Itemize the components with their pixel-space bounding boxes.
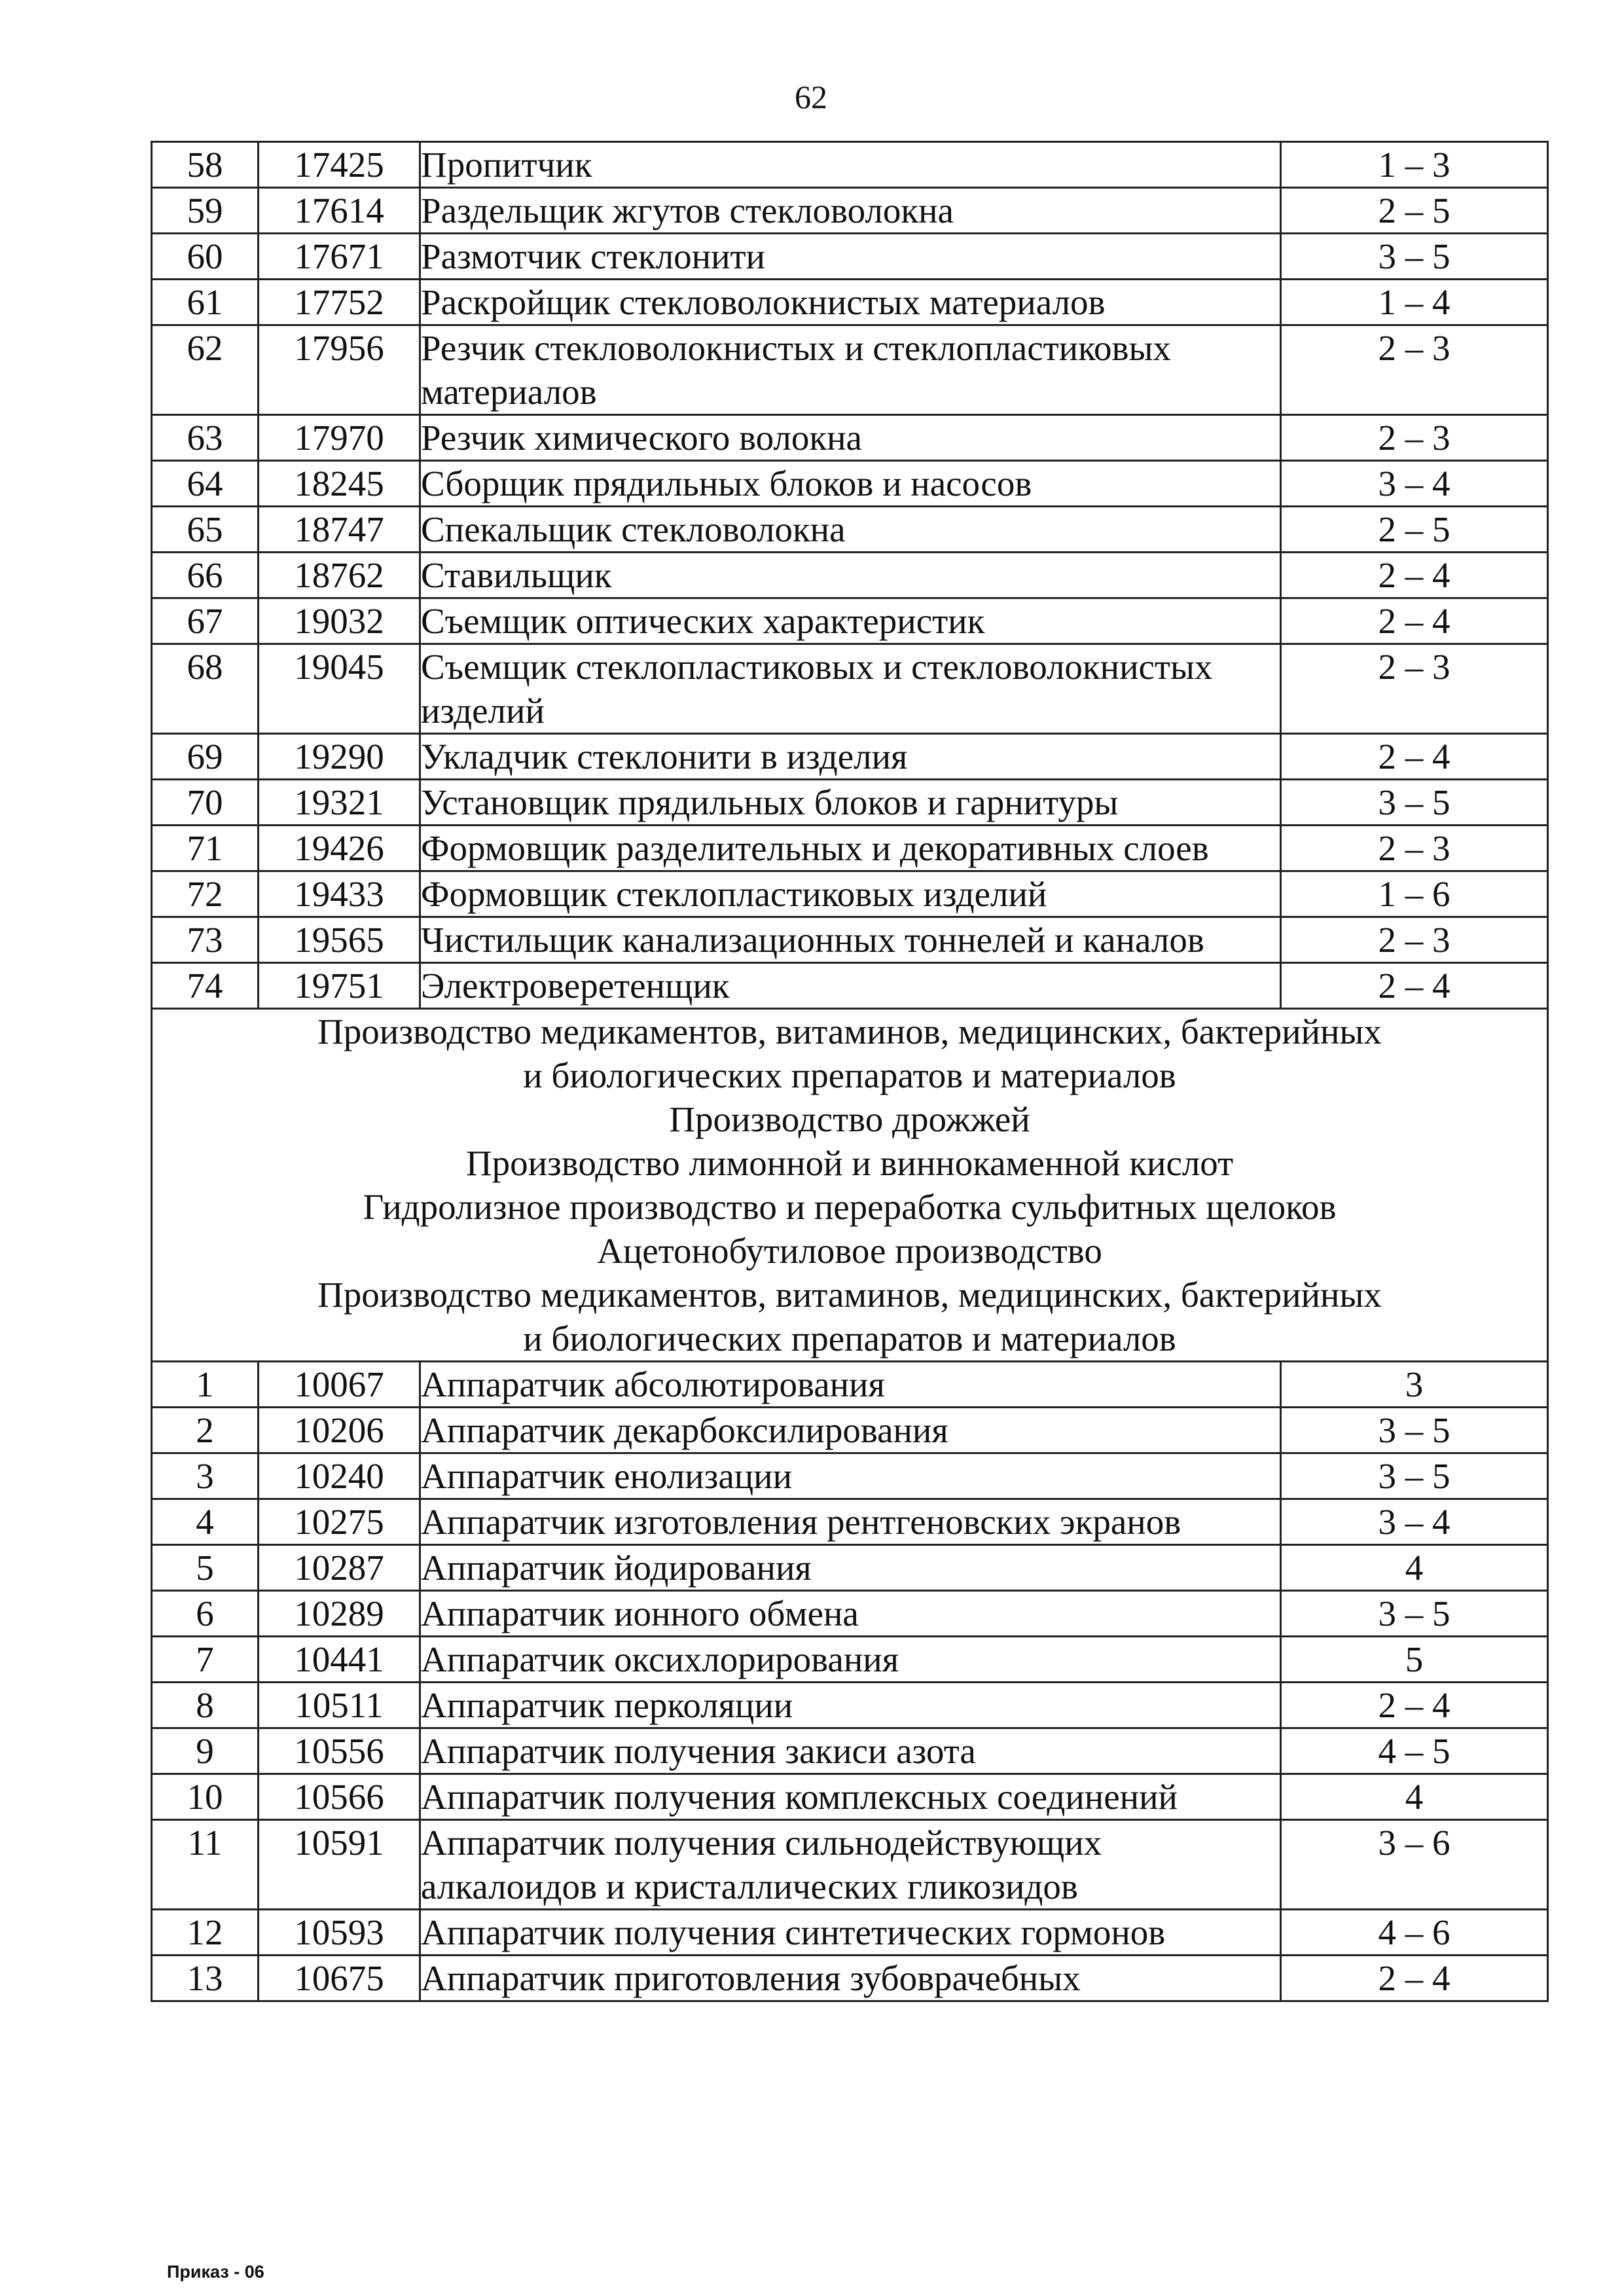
table-row — [152, 963, 1548, 1009]
row-number: 13 — [152, 1956, 259, 2001]
grade-range: 3 – 4 — [1281, 461, 1548, 507]
profession-code: 10511 — [259, 1683, 420, 1728]
grade-range: 3 – 5 — [1281, 1453, 1548, 1499]
row-number: 72 — [152, 871, 259, 917]
row-number: 70 — [152, 780, 259, 826]
profession-code: 17970 — [259, 415, 420, 461]
table-row — [152, 1910, 1548, 1956]
profession-name: Аппаратчик оксихлорирования — [420, 1637, 1281, 1683]
profession-name: Пропитчик — [420, 142, 1281, 188]
profession-code: 19433 — [259, 871, 420, 917]
table-row — [152, 1956, 1548, 2001]
grade-range: 2 – 4 — [1281, 553, 1548, 598]
row-number: 66 — [152, 553, 259, 598]
profession-table — [151, 141, 1549, 2002]
profession-code: 18747 — [259, 507, 420, 553]
profession-name: Резчик химического волокна — [420, 415, 1281, 461]
grade-range: 2 – 4 — [1281, 1956, 1548, 2001]
profession-code: 10067 — [259, 1362, 420, 1408]
row-number: 65 — [152, 507, 259, 553]
row-number: 8 — [152, 1683, 259, 1728]
profession-name: Укладчик стеклонити в изделия — [420, 734, 1281, 780]
row-number: 9 — [152, 1728, 259, 1774]
page-number: 62 — [795, 79, 827, 115]
table-row — [152, 1408, 1548, 1453]
profession-name: Электроверетенщик — [420, 963, 1281, 1009]
profession-name: Формовщик разделительных и декоративных слоев — [420, 826, 1281, 871]
profession-name: Аппаратчик получения комплексных соединений — [420, 1774, 1281, 1820]
section-heading-row — [152, 1009, 1548, 1362]
grade-range: 2 – 3 — [1281, 325, 1548, 415]
profession-name: Аппаратчик енолизации — [420, 1453, 1281, 1499]
profession-name: Спекальщик стекловолокна — [420, 507, 1281, 553]
table-row — [152, 553, 1548, 598]
profession-code: 17671 — [259, 234, 420, 280]
row-number: 62 — [152, 325, 259, 415]
grade-range: 4 – 5 — [1281, 1728, 1548, 1774]
table-row — [152, 1683, 1548, 1728]
grade-range: 2 – 4 — [1281, 598, 1548, 644]
profession-name: Съемщик оптических характеристик — [420, 598, 1281, 644]
table-row — [152, 598, 1548, 644]
grade-range: 4 – 6 — [1281, 1910, 1548, 1956]
profession-code: 10275 — [259, 1499, 420, 1545]
grade-range: 5 — [1281, 1637, 1548, 1683]
table-row — [152, 780, 1548, 826]
profession-code: 10591 — [259, 1820, 420, 1910]
table-row — [152, 917, 1548, 963]
section-heading-line: и биологических препаратов и материалов — [523, 1319, 1176, 1358]
profession-name: Аппаратчик получения закиси азота — [420, 1728, 1281, 1774]
profession-code: 17614 — [259, 188, 420, 234]
table-row — [152, 1637, 1548, 1683]
profession-name: Аппаратчик абсолютирования — [420, 1362, 1281, 1408]
grade-range: 3 — [1281, 1362, 1548, 1408]
profession-code: 10206 — [259, 1408, 420, 1453]
table-row — [152, 142, 1548, 188]
table-row — [152, 644, 1548, 734]
table-row — [152, 826, 1548, 871]
table-row — [152, 1453, 1548, 1499]
profession-name: Аппаратчик перколяции — [420, 1683, 1281, 1728]
profession-code: 10289 — [259, 1591, 420, 1637]
grade-range: 3 – 5 — [1281, 780, 1548, 826]
section-heading-line: Ацетонобутиловое производство — [597, 1231, 1102, 1271]
row-number: 1 — [152, 1362, 259, 1408]
row-number: 61 — [152, 280, 259, 325]
row-number: 60 — [152, 234, 259, 280]
profession-name: Установщик прядильных блоков и гарнитуры — [420, 780, 1281, 826]
footer-note: Приказ - 06 — [167, 2262, 264, 2282]
profession-name: Аппаратчик декарбоксилирования — [420, 1408, 1281, 1453]
section-heading-line: Производство медикаментов, витаминов, медицинских, бактерийных — [317, 1011, 1382, 1051]
section-heading-line: Производство медикаментов, витаминов, медицинских, бактерийных — [317, 1275, 1382, 1315]
table-row — [152, 734, 1548, 780]
profession-name: Сборщик прядильных блоков и насосов — [420, 461, 1281, 507]
profession-code: 10675 — [259, 1956, 420, 2001]
grade-range: 2 – 4 — [1281, 963, 1548, 1009]
profession-name: Формовщик стеклопластиковых изделий — [420, 871, 1281, 917]
profession-name: Аппаратчик получения сильнодействующих алкалоидов и кристаллических гликозидов — [420, 1820, 1281, 1910]
profession-code: 19032 — [259, 598, 420, 644]
profession-code: 10441 — [259, 1637, 420, 1683]
row-number: 5 — [152, 1545, 259, 1591]
profession-code: 17956 — [259, 325, 420, 415]
table-row — [152, 1362, 1548, 1408]
grade-range: 3 – 5 — [1281, 1408, 1548, 1453]
row-number: 67 — [152, 598, 259, 644]
row-number: 4 — [152, 1499, 259, 1545]
profession-code: 10287 — [259, 1545, 420, 1591]
profession-code: 10240 — [259, 1453, 420, 1499]
grade-range: 2 – 4 — [1281, 734, 1548, 780]
profession-code: 19321 — [259, 780, 420, 826]
table-row — [152, 871, 1548, 917]
profession-code: 18762 — [259, 553, 420, 598]
profession-code: 18245 — [259, 461, 420, 507]
row-number: 64 — [152, 461, 259, 507]
row-number: 58 — [152, 142, 259, 188]
profession-code: 19290 — [259, 734, 420, 780]
row-number: 69 — [152, 734, 259, 780]
row-number: 7 — [152, 1637, 259, 1683]
row-number: 10 — [152, 1774, 259, 1820]
profession-code: 17425 — [259, 142, 420, 188]
table-row — [152, 1591, 1548, 1637]
table-row — [152, 461, 1548, 507]
profession-name: Резчик стекловолокнистых и стеклопластиковых материалов — [420, 325, 1281, 415]
table-row — [152, 1774, 1548, 1820]
grade-range: 4 — [1281, 1545, 1548, 1591]
profession-code: 10566 — [259, 1774, 420, 1820]
row-number: 3 — [152, 1453, 259, 1499]
profession-code: 19426 — [259, 826, 420, 871]
row-number: 11 — [152, 1820, 259, 1910]
grade-range: 3 – 6 — [1281, 1820, 1548, 1910]
grade-range: 2 – 3 — [1281, 826, 1548, 871]
profession-name: Размотчик стеклонити — [420, 234, 1281, 280]
profession-name: Чистильщик канализационных тоннелей и каналов — [420, 917, 1281, 963]
grade-range: 2 – 3 — [1281, 644, 1548, 734]
table-body-top — [152, 142, 1548, 1009]
table-row — [152, 234, 1548, 280]
profession-code: 10556 — [259, 1728, 420, 1774]
grade-range: 1 – 4 — [1281, 280, 1548, 325]
row-number: 68 — [152, 644, 259, 734]
profession-name: Аппаратчик йодирования — [420, 1545, 1281, 1591]
table-row — [152, 507, 1548, 553]
profession-name: Аппаратчик получения синтетических гормонов — [420, 1910, 1281, 1956]
table-row — [152, 1728, 1548, 1774]
table-row — [152, 1545, 1548, 1591]
section-heading-line: и биологических препаратов и материалов — [523, 1055, 1176, 1095]
profession-name: Аппаратчик приготовления зубоврачебных — [420, 1956, 1281, 2001]
grade-range: 3 – 4 — [1281, 1499, 1548, 1545]
row-number: 12 — [152, 1910, 259, 1956]
table-row — [152, 1820, 1548, 1910]
profession-code: 19045 — [259, 644, 420, 734]
table-row — [152, 325, 1548, 415]
section-heading — [152, 1009, 1548, 1362]
row-number: 71 — [152, 826, 259, 871]
profession-code: 19565 — [259, 917, 420, 963]
table-body-bottom — [152, 1362, 1548, 2001]
grade-range: 1 – 3 — [1281, 142, 1548, 188]
table-section — [152, 1009, 1548, 1362]
table-row — [152, 415, 1548, 461]
profession-code: 10593 — [259, 1910, 420, 1956]
grade-range: 3 – 5 — [1281, 234, 1548, 280]
section-heading-line: Производство дрожжей — [669, 1099, 1030, 1139]
profession-name: Аппаратчик ионного обмена — [420, 1591, 1281, 1637]
grade-range: 3 – 5 — [1281, 1591, 1548, 1637]
grade-range: 2 – 5 — [1281, 507, 1548, 553]
row-number: 74 — [152, 963, 259, 1009]
section-heading-line: Гидролизное производство и переработка сульфитных щелоков — [363, 1187, 1337, 1227]
profession-code: 17752 — [259, 280, 420, 325]
profession-name: Аппаратчик изготовления рентгеновских экранов — [420, 1499, 1281, 1545]
row-number: 63 — [152, 415, 259, 461]
grade-range: 2 – 5 — [1281, 188, 1548, 234]
profession-name: Раздельщик жгутов стекловолокна — [420, 188, 1281, 234]
grade-range: 2 – 3 — [1281, 917, 1548, 963]
grade-range: 1 – 6 — [1281, 871, 1548, 917]
table-row — [152, 188, 1548, 234]
table-row — [152, 280, 1548, 325]
row-number: 73 — [152, 917, 259, 963]
grade-range: 2 – 4 — [1281, 1683, 1548, 1728]
section-heading-line: Производство лимонной и виннокаменной кислот — [465, 1143, 1234, 1183]
table-row — [152, 1499, 1548, 1545]
grade-range: 2 – 3 — [1281, 415, 1548, 461]
row-number: 59 — [152, 188, 259, 234]
profession-name: Ставильщик — [420, 553, 1281, 598]
profession-name: Съемщик стеклопластиковых и стекловолокнистых изделий — [420, 644, 1281, 734]
row-number: 6 — [152, 1591, 259, 1637]
row-number: 2 — [152, 1408, 259, 1453]
grade-range: 4 — [1281, 1774, 1548, 1820]
profession-code: 19751 — [259, 963, 420, 1009]
profession-name: Раскройщик стекловолокнистых материалов — [420, 280, 1281, 325]
